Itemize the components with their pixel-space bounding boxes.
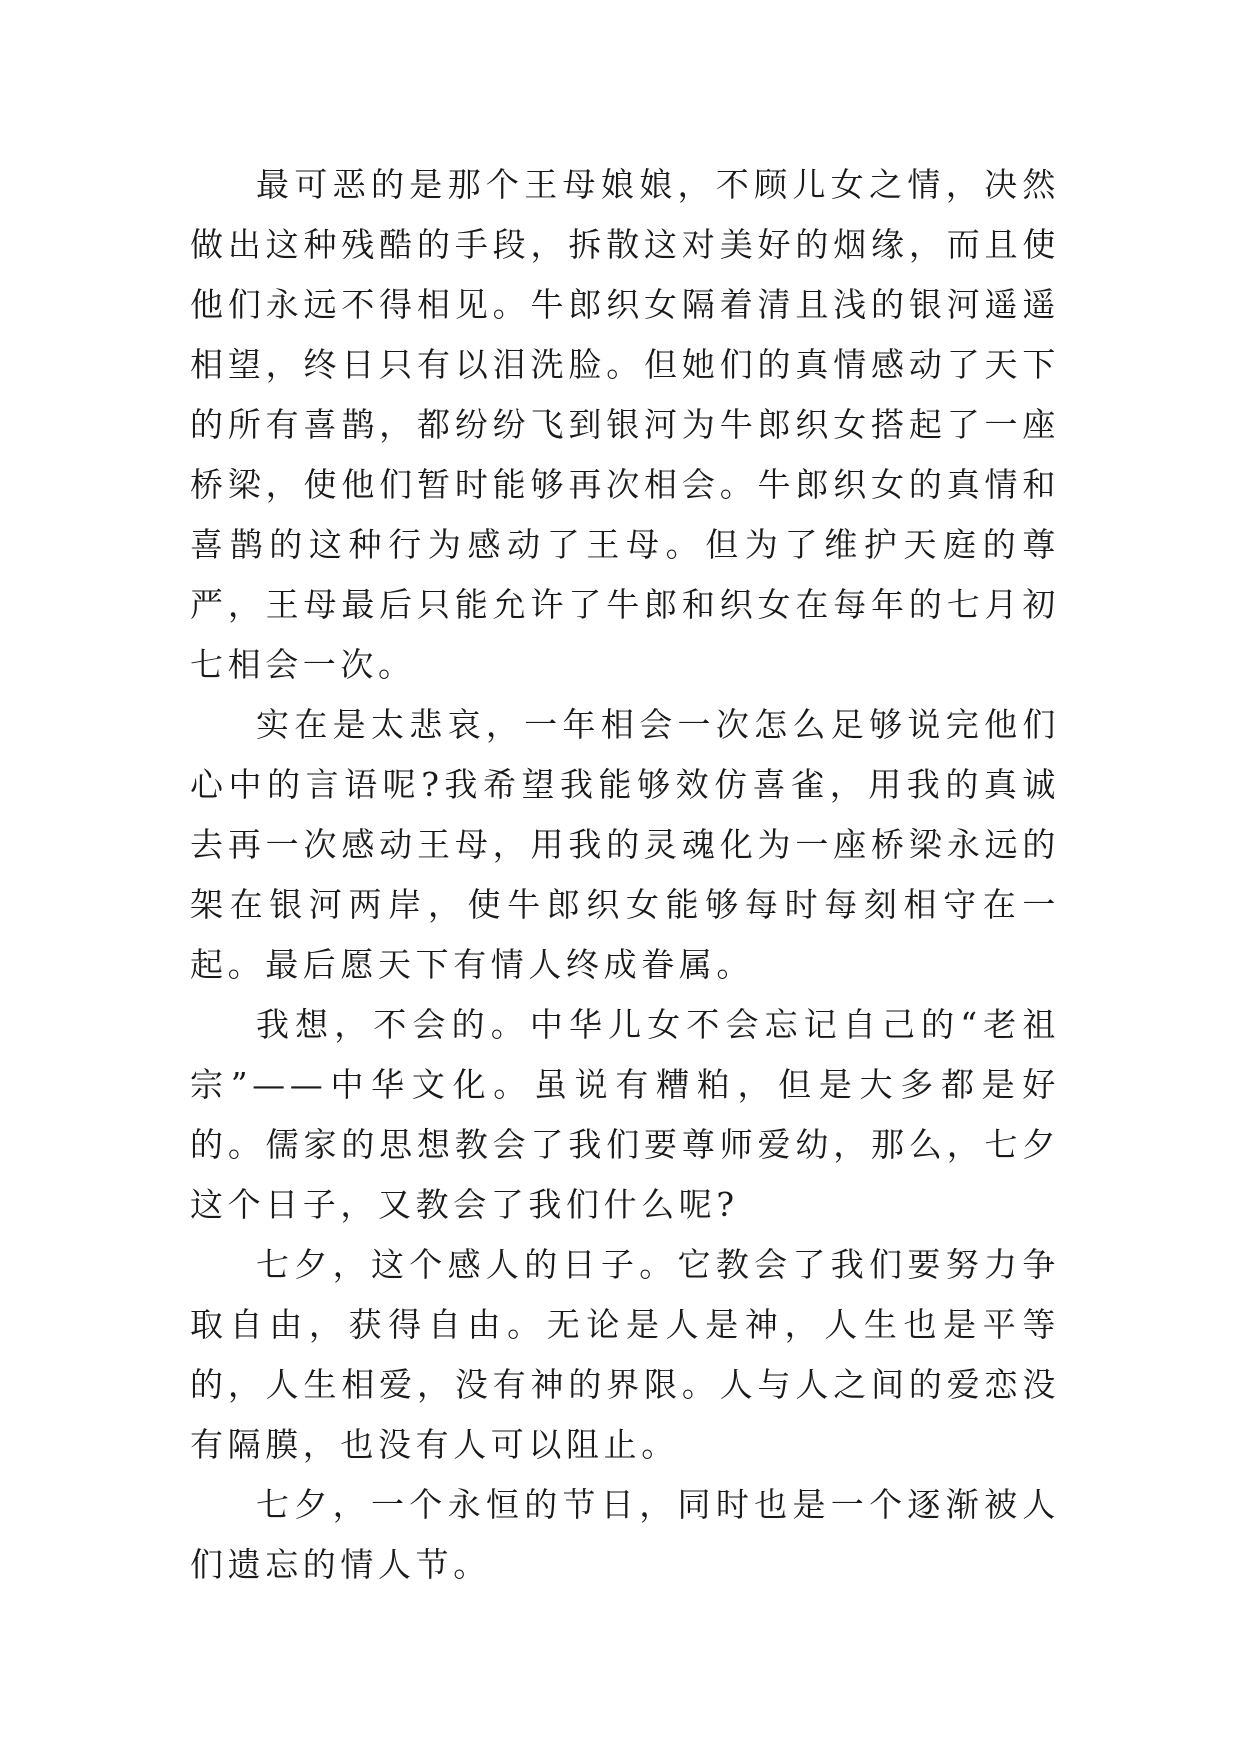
paragraph: 实在是太悲哀，一年相会一次怎么足够说完他们心中的言语呢?我希望我能够效仿喜雀，用我的真诚去再一次感动王母，用我的灵魂化为一座桥梁永远的架在银河两岸，使牛郎织女能够每时每刻相守在一起。最后愿天下有情人终成眷属。: [190, 705, 1060, 984]
paragraph: 我想，不会的。中华儿女不会忘记自己的“老祖宗”——中华文化。虽说有糟粕，但是大多都是好的。儒家的思想教会了我们要尊师爱幼，那么，七夕这个日子，又教会了我们什么呢?: [190, 1005, 1060, 1224]
document-body: [190, 155, 1060, 1595]
paragraph: 最可恶的是那个王母娘娘，不顾儿女之情，决然做出这种残酷的手段，拆散这对美好的烟缘，而且使他们永远不得相见。牛郎织女隔着清且浅的银河遥遥相望，终日只有以泪洗脸。但她们的真情感动了天下的所有喜鹊，都纷纷飞到银河为牛郎织女搭起了一座桥梁，使他们暂时能够再次相会。牛郎织女的真情和喜鹊的这种行为感动了王母。但为了维护天庭的尊严，王母最后只能允许了牛郎和织女在每年的七月初七相会一次。: [190, 165, 1060, 684]
paragraph: 七夕，这个感人的日子。它教会了我们要努力争取自由，获得自由。无论是人是神，人生也是平等的，人生相爱，没有神的界限。人与人之间的爱恋没有隔膜，也没有人可以阻止。: [190, 1245, 1060, 1464]
paragraph: 七夕，一个永恒的节日，同时也是一个逐渐被人们遗忘的情人节。: [190, 1485, 1060, 1584]
